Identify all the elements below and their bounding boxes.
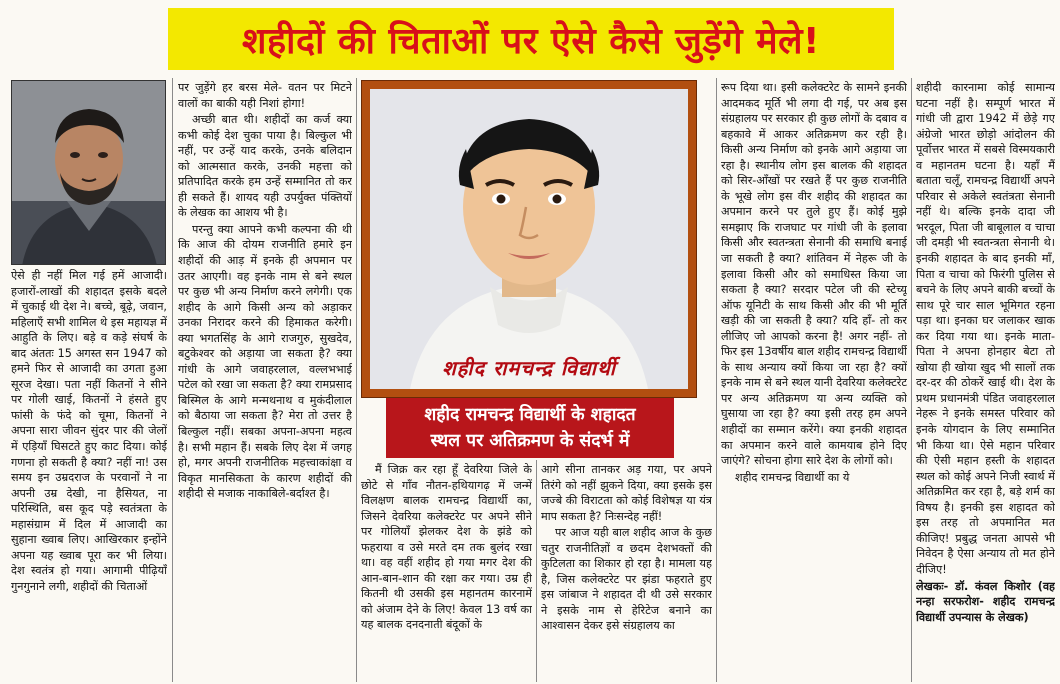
author-photo <box>11 80 166 265</box>
paragraph: अच्छी बात थी। शहीदों का कर्ज क्या कभी कोई देश चुका पाया है। बिल्कुल भी नहीं, पर उन्हें याद करके, उनके बलिदान को आत्मसात करके, उनकी महत्ता को प्रतिपादित करके हम उन्हें सम्मानित तो कर ही सकते हैं। शायद यही उपर्युक्त पंक्तियों के लेखक का आशय भी है। <box>178 113 352 220</box>
paragraph: शहीदी कारनामा कोई सामान्य घटना नहीं है। सम्पूर्ण भारत में गांधी जी द्वारा 1942 में छेड़े गए अंग्रेजो भारत छोड़ो आंदोलन की पूर्वोत्तर भारत में सबसे विस्मयकारी व महानतम घटना है। यहाँ मैं बताता चलूँ, रामचन्द्र विद्यार्थी अपने परिवार से अकेले स्वतंत्रता सेनानी नहीं थे। बल्कि इनके दादा जी भरदूल, पिता जी बाबूलाल व चाचा जी दमड़ी भी स्वतन्त्रता सेनानी थे। इनकी शहादत के बाद इनकी माँ, पिता व चाचा को फिरंगी पुलिस से बचने के लिए अपने बाकी बच्चों के साथ पूरे चार साल भूमिगत रहना पड़ा था। इनका घर जलाकर खाक कर दिया गया था। इनके माता-पिता ने अपना होनहार बेटा तो खोया ही खोया खुद भी सालों तक दर-दर की ठोकरें खाई थी। देश के प्रथम प्रधानमंत्री पंडित जवाहरलाल नेहरू ने इनके समस्त परिवार को इनके योगदान के लिए सम्मानित भी किया था। ऐसे महान परिवार की ऐसी महान हस्ती के शहादत स्थल को कोई अपने निजी स्वार्थ में अतिक्रमित कर रहा है, बड़े शर्म का विषय है। इनकी इस शहादत को इस तरह तो अपमानित मत कीजिए! प्रबुद्ध जनता आपसे भी निवेदन है ऐसा अन्याय तो मत होने दीजिए! <box>916 81 1055 576</box>
paragraph: आगे सीना तानकर अड़ गया, पर अपने तिरंगे को नहीं झुकने दिया, क्या इसके इस जज्बे की विराटता को कोई विशेषज्ञ या यंत्र माप सकता है? निःसन्देह नहीं! <box>541 463 712 523</box>
column-rule <box>911 78 912 682</box>
headline: शहीदों की चिताओं पर ऐसे कैसे जुड़ेंगे मेले! <box>242 20 820 62</box>
portrait-caption: शहीद रामचन्द्र विद्यार्थी <box>442 356 616 380</box>
portrait-illustration <box>370 89 688 389</box>
portrait-image <box>370 89 688 389</box>
author-photo-illustration <box>12 81 166 265</box>
paragraph: पर जुड़ेंगे हर बरस मेले- वतन पर मिटने वालों का बाकी यही निशां होगा! <box>178 81 352 110</box>
article-column-4 <box>541 462 712 682</box>
article-column-6 <box>916 80 1055 682</box>
column-rule <box>536 460 537 682</box>
article-column-1 <box>11 268 167 682</box>
subheading-line-1: शहीद रामचन्द्र विद्यार्थी के शहादत <box>424 405 636 425</box>
subheading-line-2: स्थल पर अतिक्रमण के संदर्भ में <box>430 431 630 451</box>
paragraph: पर आज यही बाल शहीद आज के कुछ चतुर राजनीतिज्ञों व छदम देशभक्तों की कुटिलता का शिकार हो रहा है। मामला यह है, जिस कलेक्टरेट पर झंडा फहराते हुए इस जांबाज ने शहादत दी थी उसे सरकार ने इसके नाम से हेरिटेज बनाने का आश्वासन देकर इसे संग्रहालय का <box>541 526 712 633</box>
headline-banner <box>168 8 894 70</box>
paragraph: ऐसे ही नहीं मिल गई हमें आजादी। हजारों-लाखों की शहादत इसके बदले में चुकाई थी देश ने। बच्चे, बूढ़े, जवान, महिलाएँ सभी शामिल थे इस महायज्ञ में आहुति के लिए। बड़े व कड़े संघर्ष के बाद अंततः 15 अगस्त सन 1947 को हमने फिर से आजादी का उगता हुआ सूरज देखा। पता नहीं कितनों ने सीने पर गोली खाई, कितनों ने हंसते हुए फांसी के फंदे को चूमा, कितनों ने अपना सारा जीवन सुंदर पार की जेलों में एड़ियाँ घिसटते हुए काट दिया। कोई गणना हो सकती है क्या? नहीं ना! उस समय इन उम्रदराज के परवानों ने ना अपनी उम्र देखी, ना हैसियत, ना परिस्थिति, बस कूद पड़े स्वतंत्रता के महासंग्राम में दिल में आजादी का सुहाना ख्वाब लिए। आखिरकार इन्होंने अपना यह ख्वाब पूरा कर भी लिया। देश स्वतंत्र हो गया। आगामी पीढ़ियाँ गुनगुनाने लगी, शहीदों की चिताओं <box>11 269 167 593</box>
column-rule <box>356 78 357 682</box>
article-column-5 <box>721 80 907 682</box>
paragraph: मैं जिक्र कर रहा हूँ देवरिया जिले के छोटे से गाँव नौतन-हथियागढ़ में जन्में विलक्षण बालक रामचन्द्र विद्यार्थी का, जिसने देवरिया कलेक्टरेट पर अपने सीने पर गोलियाँ झेलकर देश के झंडे को फहराया व उसे मरते दम तक बुलंद रखा था। वह वहीं शहीद हो गया मगर देश की आन-बान-शान की रक्षा कर गया। उम्र ही कितनी थी उसकी इस महानतम कारनामें को अंजाम देने के लिए! केवल 13 वर्ष का यह बालक दनदनाती बंदूकों के <box>361 463 532 632</box>
martyr-portrait <box>361 80 697 398</box>
paragraph: परन्तु क्या आपने कभी कल्पना की थी कि आज की दोयम राजनीति हमारे इन शहीदों की आड़ में इनके ही अपमान पर उतर आएगी। वह इनके नाम से बने स्थल पर कुछ भी अन्य निर्माण करने लगेगी। एक शहीद के आगे किसी अन्य को अड़ाकर उनका निरादर करने की हिमाकत करेगी। क्या भगतसिंह के आगे राजगुरु, सुखदेव, बटुकेश्वर को अड़ाया जा सकता है? क्या गांधी के आगे जवाहरलाल, वल्लभभाई पटेल को रखा जा सकता है? क्या रामप्रसाद बिस्मिल के आगे मन्मथनाथ व मुकंदीलाल को बैठाया जा सकता है? मेरा तो उत्तर है बिल्कुल नहीं। सबका अपना-अपना महत्व है। सभी महान हैं। सबके लिए देश में जगह हो, मगर अपनी राजनीतिक महत्त्वाकांक्षा व विकृत मानसिकता के कारण शहीदों की शहीदी से मजाक नाकाबिले-बर्दाश्त है। <box>178 222 352 501</box>
article-column-3 <box>361 462 532 682</box>
article-column-2 <box>178 80 352 682</box>
subheading-box <box>386 398 674 458</box>
paragraph: रूप दिया था। इसी कलेक्टरेट के सामने इनकी आदमकद मूर्ति भी लगा दी गई, पर अब इस संग्रहालय पर सरकार ही कुछ लोगों के दबाव व बहकावे में आकर अतिक्रमण कर रही है। किसी अन्य निर्माण को इनके आगे अड़ाया जा रहा है। स्थानीय लोग इस बालक की शहादत को सिर-आँखों पर रखते हैं पर कुछ राजनीति के भूखे लोग इस वीर शहीद की शहादत का अपमान करने पर तुले हुए हैं। कोई मुझे समझाए कि राजघाट पर गांधी जी के इलावा किसी और स्वतन्त्रता सेनानी की समाधि बनाई जा सकती है क्या? शांतिवन में नेहरू जी के इलावा किसी और को समाधिस्त किया जा सकता है क्या? सरदार पटेल जी की स्टेच्यू ऑफ यूनिटी के साथ किसी और की भी मूर्ति खड़ी की जा सकती है क्या? यदि हाँ- तो कर लीजिए जो आपको करना है! अगर नहीं- तो फिर इस 13वर्षीय बाल शहीद रामचन्द्र विद्यार्थी के साथ अन्याय क्यों किया जा रहा है? क्यों इनके नाम से बने स्थल यानी देवरिया कलेक्टरेट पर अन्य अतिक्रमण या अन्य व्यक्ति को घुसाया जा रहा है? क्या इसी तरह हम अपने शहीदों का सम्मान करेंगे। क्या इनकी शहादत का अपमान करने वाले कामयाब होने दिए जाएंगे? सोचना होगा सारे देश के लोगों को। <box>721 81 907 468</box>
paragraph: शहीद रामचन्द्र विद्यार्थी का ये <box>735 470 850 484</box>
column-rule <box>716 78 717 682</box>
column-rule <box>172 78 173 682</box>
author-credit: लेखकः- डॉ. कंवल किशोर (वह नन्हा सरफरोश- शहीद रामचन्द्र विद्यार्थी उपन्यास के लेखक) <box>916 579 1055 624</box>
